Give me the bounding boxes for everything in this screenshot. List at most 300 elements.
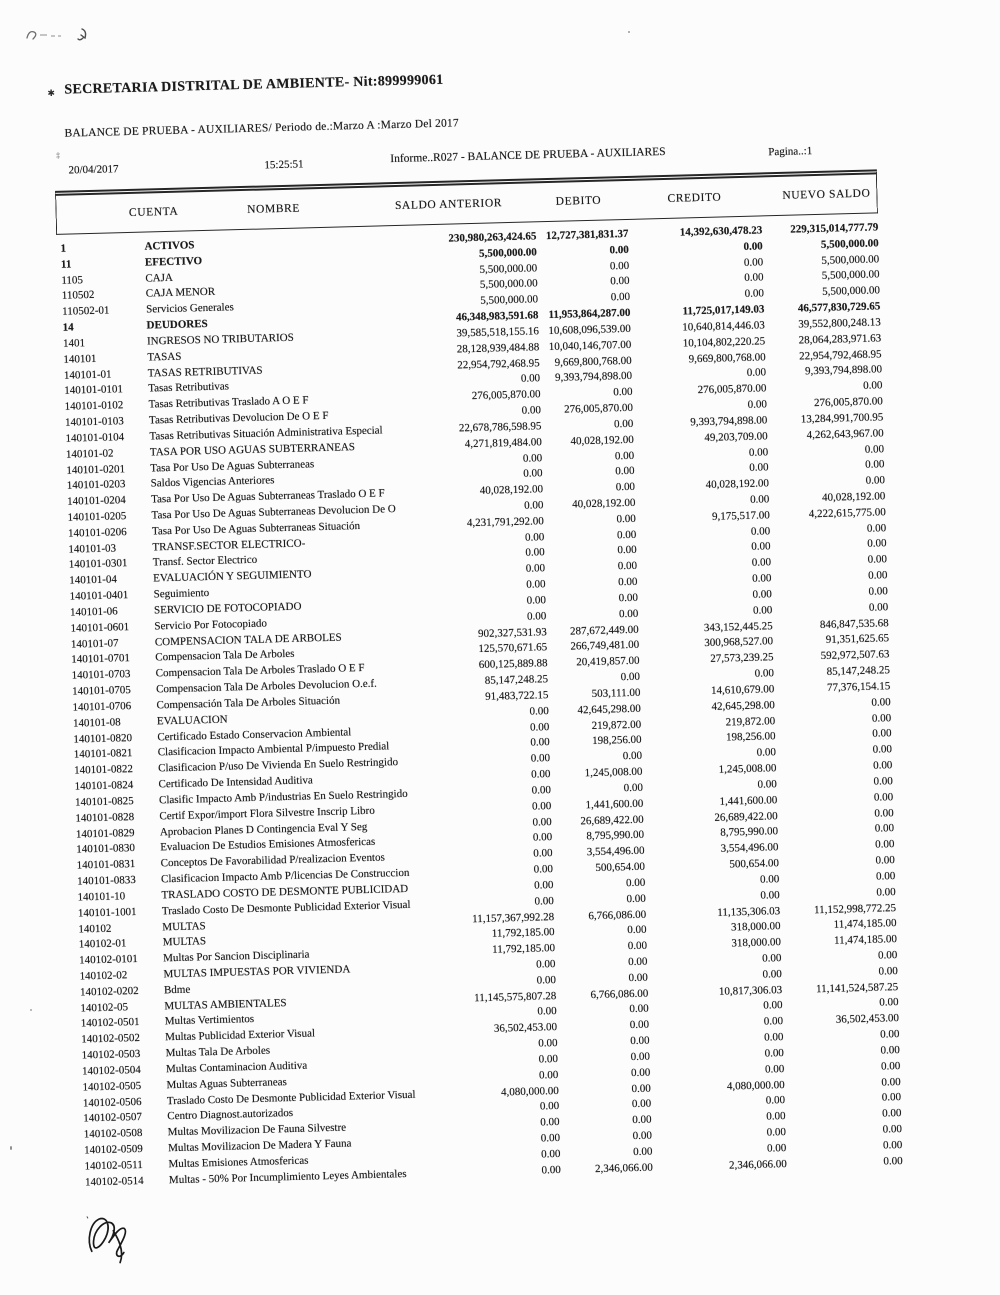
cell-nombre: Multas Vertimientos <box>164 1013 255 1028</box>
cell-credito: 0.00 <box>744 271 764 285</box>
column-header-debito: DEBITO <box>555 194 602 208</box>
cell-credito: 11,725,017,149.03 <box>682 303 765 318</box>
cell-cuenta: 110502-01 <box>62 304 110 318</box>
report-name: Informe..R027 - BALANCE DE PRUEBA - AUXILIARES <box>390 145 666 166</box>
cell-saldo-anterior: 0.00 <box>521 404 542 417</box>
cell-nombre: Compensación Tala De Arboles Situación <box>156 694 341 712</box>
report-subtitle: BALANCE DE PRUEBA - AUXILIARES/ Periodo de.:Marzo A :Marzo Del 2017 <box>64 117 460 140</box>
cell-nombre: Multas Movilizacion De Fauna Silvestre <box>167 1121 347 1139</box>
cell-debito: 9,393,794,898.00 <box>554 370 633 385</box>
cell-nuevo-saldo: 22,954,792,468.95 <box>798 347 882 363</box>
cell-credito: 0.00 <box>749 493 770 506</box>
cell-nombre: Tasas Retributivas Traslado A O E F <box>148 394 309 411</box>
cell-cuenta: 140101-0204 <box>67 494 126 508</box>
cell-nombre: EFECTIVO <box>144 254 203 269</box>
cell-saldo-anterior: 0.00 <box>520 372 541 386</box>
cell-debito: 26,689,422.00 <box>580 813 644 827</box>
cell-credito: 8,795,990.00 <box>720 825 779 840</box>
cell-saldo-anterior: 39,585,518,155.16 <box>456 325 540 340</box>
cell-nombre: Servicio Por Fotocopiado <box>154 617 268 633</box>
cell-credito: 0.00 <box>751 540 771 554</box>
report-date: 20/04/2017 <box>68 163 119 177</box>
cell-nombre: Evaluacion De Estudios Emisiones Atmosfericas <box>160 836 376 854</box>
cell-saldo-anterior: 0.00 <box>540 1132 561 1145</box>
cell-credito: 0.00 <box>766 1110 786 1123</box>
cell-cuenta: 140101-0701 <box>71 652 131 667</box>
cell-nombre: Compensacion Tala De Arboles Devolucion O.e.f. <box>155 677 378 696</box>
cell-credito: 14,610,679.00 <box>710 683 775 697</box>
cell-credito: 3,554,496.00 <box>720 841 779 855</box>
cell-debito: 0.00 <box>622 749 643 763</box>
cell-cuenta: 11 <box>60 258 72 271</box>
cell-debito: 266,749,481.00 <box>570 639 640 654</box>
cell-nuevo-saldo: 0.00 <box>875 854 896 867</box>
cell-nombre: Tasa Por Uso De Aguas Subterraneas <box>150 457 315 475</box>
cell-credito: 0.00 <box>761 952 782 965</box>
cell-nuevo-saldo: 0.00 <box>882 1107 902 1120</box>
cell-nombre: Multas Tala De Arboles <box>165 1044 271 1060</box>
scan-speck <box>628 31 630 33</box>
cell-saldo-anterior: 46,348,983,591.68 <box>455 309 539 324</box>
cell-cuenta: 140102-0202 <box>79 984 139 999</box>
cell-debito: 1,441,600.00 <box>585 797 644 811</box>
cell-cuenta: 140101-0824 <box>74 779 134 793</box>
cell-nombre: Tasa Por Uso De Aguas Subterraneas Devolucion De O <box>151 503 396 522</box>
cell-credito: 14,392,630,478.23 <box>679 224 763 239</box>
cell-nombre: Certificado De Intensidad Auditiva <box>158 774 313 791</box>
cell-nuevo-saldo: 77,376,154.15 <box>826 680 891 694</box>
cell-cuenta: 140101-06 <box>69 605 118 619</box>
cell-cuenta: 140101-02 <box>65 447 114 461</box>
cell-saldo-anterior: 22,678,786,598.95 <box>458 420 542 435</box>
cell-cuenta: 140102-0503 <box>81 1048 141 1062</box>
cell-saldo-anterior: 0.00 <box>537 1005 557 1019</box>
cell-credito: 0.00 <box>764 1062 785 1076</box>
cell-nuevo-saldo: 0.00 <box>881 1091 902 1105</box>
cell-saldo-anterior: 0.00 <box>541 1163 561 1177</box>
cell-nuevo-saldo: 0.00 <box>873 790 894 804</box>
cell-saldo-anterior: 0.00 <box>536 958 556 971</box>
cell-debito: 9,669,800,768.00 <box>554 354 632 369</box>
cell-cuenta: 140101-07 <box>70 637 119 651</box>
cell-nuevo-saldo: 0.00 <box>867 553 888 567</box>
cell-nuevo-saldo: 5,500,000.00 <box>820 237 879 251</box>
cell-credito: 11,135,306.03 <box>717 904 781 919</box>
table-body <box>54 219 909 1190</box>
cell-cuenta: 140101 <box>63 352 97 366</box>
report-sheet <box>47 53 920 1245</box>
signature-mark <box>84 1209 147 1267</box>
cell-nuevo-saldo: 40,028,192.00 <box>821 490 886 504</box>
cell-credito: 0.00 <box>754 667 775 680</box>
cell-nombre: Multas - 50% Por Incumplimiento Leyes Ambientales <box>168 1167 407 1187</box>
cell-saldo-anterior: 85,147,248.25 <box>484 673 549 687</box>
cell-nombre: Tasa Por Uso De Aguas Subterraneas Situación <box>151 519 361 538</box>
cell-nombre: Tasas Retributivas <box>148 380 230 395</box>
cell-credito: 500,654.00 <box>729 857 780 871</box>
cell-saldo-anterior: 0.00 <box>534 894 554 908</box>
cell-nombre: Clasificacion Impacto Ambiental P/impuesto Predial <box>157 740 390 759</box>
cell-nombre: MULTAS AMBIENTALES <box>164 996 287 1012</box>
cell-credito: 0.00 <box>752 604 773 617</box>
cell-cuenta: 140101-0103 <box>64 415 124 429</box>
cell-saldo-anterior: 0.00 <box>522 451 543 465</box>
cell-cuenta: 140102-01 <box>78 937 127 951</box>
cell-debito: 0.00 <box>631 1082 651 1095</box>
cell-saldo-anterior: 0.00 <box>525 562 546 576</box>
cell-nombre: Clasificacion Impacto Amb P/licencias De Construccion <box>160 866 410 886</box>
cell-debito: 1,245,008.00 <box>584 765 643 780</box>
cell-debito: 6,766,086.00 <box>590 987 649 1001</box>
cell-saldo-anterior: 0.00 <box>533 863 554 876</box>
cell-saldo-anterior: 125,570,671.65 <box>478 641 548 656</box>
cell-nombre: Servicios Generales <box>146 301 234 316</box>
cell-nuevo-saldo: 0.00 <box>882 1138 903 1152</box>
cell-debito: 10,040,146,707.00 <box>548 338 632 353</box>
cell-saldo-anterior: 4,231,791,292.00 <box>466 515 545 530</box>
cell-cuenta: 140101-0822 <box>74 763 134 777</box>
cell-saldo-anterior: 0.00 <box>532 815 552 829</box>
cell-saldo-anterior: 0.00 <box>540 1116 560 1129</box>
cell-credito: 0.00 <box>752 572 772 585</box>
cell-saldo-anterior: 11,792,185.00 <box>491 926 555 941</box>
page-title: SECRETARIA DISTRITAL DE AMBIENTE- Nit:899999061 <box>64 72 444 98</box>
cell-credito: 0.00 <box>747 398 768 411</box>
cell-nuevo-saldo: 0.00 <box>871 695 891 709</box>
cell-nuevo-saldo: 11,474,185.00 <box>833 933 898 947</box>
cell-nombre: Multas Emisiones Atmosfericas <box>168 1154 309 1171</box>
cell-cuenta: 140101-0401 <box>69 589 129 603</box>
cell-nombre: COMPENSACION TALA DE ARBOLES <box>154 631 342 649</box>
cell-debito: 0.00 <box>629 1003 649 1016</box>
cell-nuevo-saldo: 0.00 <box>868 601 889 614</box>
cell-nombre: Tasas Retributivas Situación Administrativa Especial <box>149 424 383 443</box>
cell-cuenta: 140101-0301 <box>68 557 128 572</box>
cell-nombre: MULTAS IMPUESTAS POR VIVIENDA <box>163 963 351 981</box>
cell-debito: 10,608,096,539.00 <box>548 322 631 337</box>
cell-cuenta: 140101-0205 <box>67 510 127 524</box>
cell-nuevo-saldo: 0.00 <box>872 743 893 756</box>
cell-saldo-anterior: 0.00 <box>526 594 547 607</box>
cell-debito: 2,346,066.00 <box>594 1161 653 1175</box>
cell-debito: 0.00 <box>617 560 638 573</box>
cell-credito: 10,640,814,446.03 <box>682 319 765 334</box>
column-header-nuevo-saldo: NUEVO SALDO <box>782 187 871 202</box>
scan-artifact-mark: ‡ <box>55 150 61 160</box>
column-header-cuenta: CUENTA <box>128 205 179 219</box>
cell-saldo-anterior: 28,128,939,484.88 <box>456 340 540 356</box>
cell-nuevo-saldo: 592,972,507.63 <box>820 648 890 663</box>
cell-cuenta: 140101-0820 <box>73 731 133 746</box>
cell-nuevo-saldo: 0.00 <box>866 521 887 535</box>
page-number: Pagina..:1 <box>768 145 813 159</box>
cell-saldo-anterior: 0.00 <box>533 878 554 892</box>
cell-cuenta: 1 <box>60 242 67 255</box>
cell-saldo-anterior: 4,080,000.00 <box>500 1084 559 1099</box>
cell-cuenta: 1401 <box>62 337 86 350</box>
cell-cuenta: 140101-03 <box>68 542 117 556</box>
cell-cuenta: 140102 <box>78 922 112 936</box>
cell-nombre: CAJA <box>145 271 174 285</box>
report-time: 15:25:51 <box>264 158 304 172</box>
cell-saldo-anterior: 0.00 <box>533 847 553 860</box>
cell-debito: 0.00 <box>630 1066 651 1079</box>
cell-credito: 0.00 <box>764 1047 785 1060</box>
cell-nombre: Traslado Costo De Desmonte Publicidad Exterior Visual <box>161 898 411 918</box>
cell-cuenta: 140101-0201 <box>66 462 126 477</box>
cell-saldo-anterior: 36,502,453.00 <box>493 1021 558 1036</box>
cell-nuevo-saldo: 0.00 <box>881 1075 901 1089</box>
cell-cuenta: 140101-0601 <box>70 620 130 635</box>
cell-saldo-anterior: 0.00 <box>530 736 550 750</box>
cell-nuevo-saldo: 0.00 <box>867 569 888 582</box>
cell-nombre: EVALUACIÓN Y SEGUIMIENTO <box>153 568 312 585</box>
cell-saldo-anterior: 22,954,792,468.95 <box>457 356 540 371</box>
cell-saldo-anterior: 0.00 <box>524 530 545 544</box>
cell-debito: 0.00 <box>616 512 636 526</box>
cell-credito: 0.00 <box>765 1094 786 1108</box>
cell-debito: 0.00 <box>628 971 648 984</box>
cell-cuenta: 140101-0206 <box>67 525 127 540</box>
cell-saldo-anterior: 5,500,000.00 <box>480 293 539 308</box>
cell-credito: 300,968,527.00 <box>704 635 774 650</box>
cell-saldo-anterior: 0.00 <box>531 799 552 813</box>
cell-cuenta: 140102-0514 <box>84 1174 144 1189</box>
cell-debito: 0.00 <box>613 386 633 399</box>
cell-nombre: Conceptos De Favorabilidad P/realizacion Eventos <box>160 851 385 870</box>
cell-nuevo-saldo: 0.00 <box>865 458 885 472</box>
cell-saldo-anterior: 11,145,575,807.28 <box>474 989 557 1004</box>
cell-nombre: EVALUACION <box>156 713 228 728</box>
cell-nombre: TASA POR USO AGUAS SUBTERRANEAS <box>149 440 356 459</box>
cell-cuenta: 140102-0504 <box>81 1063 141 1078</box>
cell-nombre: Multas Aguas Subterraneas <box>166 1075 287 1092</box>
cell-cuenta: 140101-0104 <box>65 431 125 445</box>
cell-credito: 9,669,800,768.00 <box>688 350 766 365</box>
cell-saldo-anterior: 5,500,000.00 <box>479 261 538 276</box>
cell-nuevo-saldo: 0.00 <box>876 885 896 899</box>
cell-debito: 219,872.00 <box>591 718 642 732</box>
cell-cuenta: 140102-0502 <box>81 1032 141 1046</box>
cell-debito: 0.00 <box>628 955 648 969</box>
cell-credito: 27,573,239.25 <box>710 651 774 666</box>
cell-nombre: Compensacion Tala De Arboles <box>155 648 295 664</box>
cell-saldo-anterior: 230,980,263,424.65 <box>448 230 537 245</box>
cell-debito: 42,645,298.00 <box>577 702 641 717</box>
column-header-saldo-anterior: SALDO ANTERIOR <box>394 197 503 213</box>
cell-debito: 0.00 <box>618 591 639 605</box>
cell-saldo-anterior: 40,028,192.00 <box>479 483 544 498</box>
cell-nuevo-saldo: 4,262,643,967.00 <box>806 426 884 441</box>
cell-credito: 0.00 <box>744 287 765 301</box>
cell-nuevo-saldo: 0.00 <box>875 870 896 883</box>
cell-cuenta: 140101-0829 <box>75 826 135 841</box>
cell-credito: 0.00 <box>749 461 769 475</box>
cell-debito: 0.00 <box>625 876 646 890</box>
cell-debito: 0.00 <box>631 1098 652 1111</box>
cell-debito: 0.00 <box>618 607 639 621</box>
cell-credito: 9,393,794,898.00 <box>690 414 768 429</box>
pencil-marks <box>24 24 104 48</box>
cell-nombre: TRASLADO COSTO DE DESMONTE PUBLICIDAD <box>161 882 409 902</box>
cell-cuenta: 140101-0705 <box>71 684 131 698</box>
cell-cuenta: 140102-0507 <box>83 1111 143 1125</box>
cell-credito: 0.00 <box>766 1142 787 1155</box>
cell-cuenta: 140101-0831 <box>76 858 136 872</box>
cell-nombre: SERVICIO DE FOTOCOPIADO <box>153 600 302 617</box>
cell-debito: 20,419,857.00 <box>576 655 640 669</box>
cell-nuevo-saldo: 0.00 <box>867 537 887 551</box>
cell-saldo-anterior: 0.00 <box>525 546 545 560</box>
cell-cuenta: 140101-0101 <box>64 383 124 398</box>
cell-credito: 26,689,422.00 <box>714 809 778 824</box>
cell-credito: 0.00 <box>743 255 764 269</box>
cell-cuenta: 140102-0506 <box>82 1095 142 1110</box>
cell-saldo-anterior: 91,483,722.15 <box>485 689 549 703</box>
cell-debito: 276,005,870.00 <box>564 401 634 416</box>
cell-nombre: Transf. Sector Electrico <box>152 554 258 569</box>
cell-saldo-anterior: 5,500,000.00 <box>478 246 537 260</box>
cell-debito: 6,766,086.00 <box>588 908 647 922</box>
cell-debito: 503,111.00 <box>591 686 641 700</box>
cell-nuevo-saldo: 91,351,625.65 <box>825 632 890 647</box>
cell-nombre: Compensacion Tala De Arboles Traslado O E F <box>155 662 365 680</box>
cell-saldo-anterior: 0.00 <box>524 499 544 512</box>
cell-cuenta: 140102-0508 <box>83 1127 143 1141</box>
cell-nombre: Multas Contaminacion Auditiva <box>165 1059 308 1076</box>
cell-debito: 0.00 <box>630 1050 651 1064</box>
cell-debito: 0.00 <box>620 670 641 684</box>
cell-nombre: MULTAS <box>162 919 206 933</box>
cell-credito: 1,441,600.00 <box>719 793 778 808</box>
cell-credito: 318,000.00 <box>730 920 781 934</box>
cell-debito: 0.00 <box>629 1018 650 1032</box>
cell-cuenta: 140101-0830 <box>76 842 136 856</box>
cell-saldo-anterior: 0.00 <box>531 784 552 797</box>
cell-debito: 0.00 <box>627 939 648 953</box>
cell-nuevo-saldo: 0.00 <box>879 996 899 1010</box>
cell-credito: 0.00 <box>762 967 782 981</box>
cell-nuevo-saldo: 39,552,800,248.13 <box>798 316 881 331</box>
cell-saldo-anterior: 4,271,819,484.00 <box>464 435 542 450</box>
cell-saldo-anterior: 600,125,889.88 <box>478 657 548 672</box>
cell-nombre: MULTAS <box>162 935 207 949</box>
cell-credito: 198,256.00 <box>725 730 776 744</box>
cell-saldo-anterior: 0.00 <box>526 609 547 623</box>
cell-nuevo-saldo: 0.00 <box>883 1154 903 1168</box>
cell-cuenta: 140102-05 <box>80 1000 129 1015</box>
cell-debito: 12,727,381,831.37 <box>545 227 629 242</box>
cell-debito: 0.00 <box>614 449 635 462</box>
cell-credito: 0.00 <box>746 366 767 380</box>
cell-cuenta: 140101-0102 <box>64 399 124 413</box>
cell-nuevo-saldo: 0.00 <box>871 711 892 725</box>
cell-nuevo-saldo: 85,147,248.25 <box>826 664 891 678</box>
cell-nombre: Tasas Retributivas Devolucion De O E F <box>148 409 329 427</box>
cell-nombre: CAJA MENOR <box>145 286 216 300</box>
cell-cuenta: 140101-1001 <box>77 905 137 920</box>
cell-saldo-anterior: 0.00 <box>529 720 550 734</box>
cell-nuevo-saldo: 11,474,185.00 <box>833 917 897 932</box>
cell-credito: 0.00 <box>757 778 777 791</box>
cell-debito: 3,554,496.00 <box>586 844 645 859</box>
cell-credito: 42,645,298.00 <box>711 698 775 713</box>
cell-cuenta: 14 <box>62 321 74 334</box>
cell-nombre: Certificado Estado Conservacion Ambiental <box>157 725 352 743</box>
cell-credito: 0.00 <box>759 873 780 886</box>
cell-credito: 0.00 <box>764 1031 784 1044</box>
cell-saldo-anterior: 11,157,367,992.28 <box>471 910 555 925</box>
cell-debito: 40,028,192.00 <box>570 433 634 448</box>
cell-cuenta: 1105 <box>61 273 84 287</box>
cell-cuenta: 140102-0501 <box>80 1016 140 1030</box>
cell-nuevo-saldo: 0.00 <box>880 1044 900 1057</box>
cell-credito: 0.00 <box>743 240 763 253</box>
cell-nombre: TASAS RETRIBUTIVAS <box>147 364 263 380</box>
cell-credito: 0.00 <box>748 445 769 459</box>
column-header-credito: CREDITO <box>667 191 722 205</box>
cell-nombre: Multas Publicidad Exterior Visual <box>165 1027 316 1044</box>
cell-nuevo-saldo: 13,284,991,700.95 <box>800 411 884 426</box>
cell-debito: 0.00 <box>609 243 629 257</box>
cell-saldo-anterior: 0.00 <box>538 1037 558 1050</box>
cell-saldo-anterior: 0.00 <box>536 973 557 987</box>
cell-saldo-anterior: 902,327,531.93 <box>477 625 547 640</box>
cell-debito: 500,654.00 <box>595 860 646 875</box>
cell-debito: 0.00 <box>627 924 647 937</box>
cell-nuevo-saldo: 0.00 <box>868 585 888 598</box>
cell-nombre: Certif Expor/import Flora Silvestre Inscrip Libro <box>159 804 375 823</box>
cell-debito: 0.00 <box>632 1145 653 1159</box>
cell-nuevo-saldo: 0.00 <box>877 949 898 962</box>
cell-nuevo-saldo: 0.00 <box>880 1028 900 1041</box>
cell-saldo-anterior: 0.00 <box>538 1068 559 1082</box>
cell-credito: 4,080,000.00 <box>726 1078 785 1093</box>
cell-credito: 318,000.00 <box>731 936 782 950</box>
cell-debito: 0.00 <box>632 1129 653 1143</box>
cell-credito: 276,005,870.00 <box>697 382 767 397</box>
cell-credito: 0.00 <box>763 1015 784 1028</box>
cell-debito: 0.00 <box>630 1034 650 1048</box>
cell-credito: 0.00 <box>750 524 771 538</box>
cell-debito: 0.00 <box>617 544 637 557</box>
cell-debito: 198,256.00 <box>591 734 642 748</box>
cell-saldo-anterior: 0.00 <box>523 467 543 481</box>
cell-nuevo-saldo: 0.00 <box>882 1123 903 1136</box>
cell-saldo-anterior: 0.00 <box>541 1147 561 1161</box>
cell-credito: 9,175,517.00 <box>711 509 770 523</box>
cell-cuenta: 140101-01 <box>63 368 112 382</box>
cell-cuenta: 140101-0833 <box>76 874 136 888</box>
cell-nombre: TRANSF.SECTOR ELECTRICO- <box>152 537 306 554</box>
cell-nuevo-saldo: 276,005,870.00 <box>813 395 883 410</box>
cell-nombre: DEUDORES <box>146 318 208 332</box>
cell-nuevo-saldo: 229,315,014,777.79 <box>790 221 879 236</box>
cell-nuevo-saldo: 0.00 <box>874 822 895 836</box>
cell-debito: 0.00 <box>610 275 630 288</box>
cell-nuevo-saldo: 5,500,000.00 <box>821 268 880 283</box>
cell-debito: 40,028,192.00 <box>572 496 636 511</box>
cell-debito: 0.00 <box>613 417 634 431</box>
star-mark-icon: ✱ <box>47 87 56 99</box>
cell-saldo-anterior: 0.00 <box>526 578 546 591</box>
cell-nombre: Seguimiento <box>153 587 210 601</box>
cell-cuenta: 140101-0706 <box>72 700 132 714</box>
cell-cuenta: 140102-0505 <box>82 1079 142 1094</box>
cell-credito: 10,817,306.03 <box>718 983 783 998</box>
cell-nombre: INGRESOS NO TRIBUTARIOS <box>146 331 294 348</box>
cell-saldo-anterior: 0.00 <box>538 1053 559 1066</box>
